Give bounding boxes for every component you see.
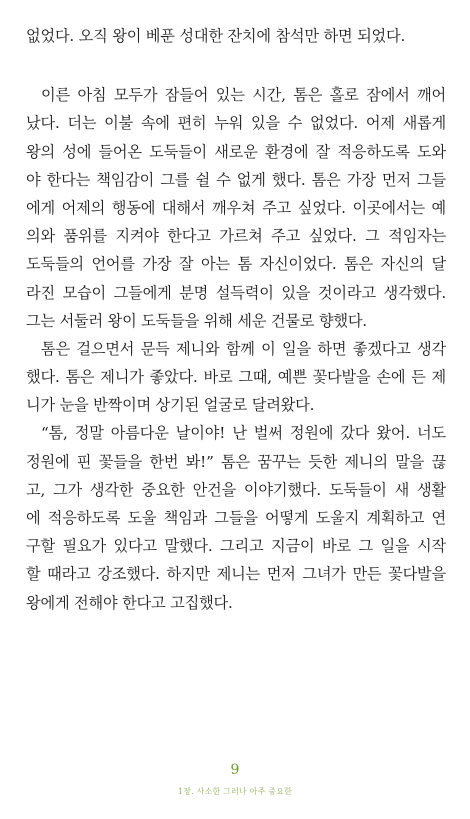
text-line: 의와 품위를 지켜야 한다고 가르쳐 주고 싶었다. 그 적임자는 <box>26 227 446 246</box>
text-line: 왕에게 전해야 한다고 고집했다. <box>26 593 233 612</box>
text-line: 이른 아침 모두가 잠들어 있는 시간, 톰은 홀로 잠에서 깨어 <box>41 86 446 105</box>
text-line: 없었다. 오직 왕이 베푼 성대한 잔치에 참석만 하면 되었다. <box>26 27 406 45</box>
text-line: 야 한다는 책임감이 그를 쉴 수 없게 했다. 톰은 가장 먼저 그들 <box>26 170 446 189</box>
text-line: 에게 어제의 행동에 대해서 깨우쳐 주고 싶었다. 이곳에서는 예 <box>26 198 446 217</box>
text-line: 그는 서둘러 왕이 도둑들을 위해 세운 건물로 향했다. <box>26 311 367 330</box>
text-line: 했다. 톰은 제니가 좋았다. 바로 그때, 예쁜 꽃다발을 손에 든 제 <box>26 368 446 387</box>
text-line: 고, 그가 생각한 중요한 안건을 이야기했다. 도둑들이 새 생활 <box>26 480 446 499</box>
text-line: 났다. 더는 이불 속에 편히 누워 있을 수 없었다. 어제 새롭게 <box>26 114 446 133</box>
text-line: 정원에 핀 꽃들을 한번 봐!” 톰은 꿈꾸는 듯한 제니의 말을 끊 <box>26 452 446 471</box>
text-line: 톰은 걸으면서 문득 제니와 함께 이 일을 하면 좋겠다고 생각 <box>41 339 446 358</box>
text-line: 도둑들의 언어를 가장 잘 아는 톰 자신이었다. 톰은 자신의 달 <box>26 255 446 274</box>
chapter-footer: 1장. 사소한 그러나 아주 중요한 <box>177 787 293 796</box>
text-line: 에 적응하도록 도울 책임과 그들을 어떻게 도울지 계획하고 연 <box>26 509 446 527</box>
paragraph-gap <box>26 50 446 81</box>
text-line: “톰, 정말 아름다운 날이야! 난 벌써 정원에 갔다 왔어. 너도 <box>41 424 446 443</box>
text-line: 니가 눈을 반짝이며 상기된 얼굴로 달려왔다. <box>26 396 315 415</box>
text-line: 구할 필요가 있다고 말했다. 그리고 지금이 바로 그 일을 시작 <box>26 537 446 556</box>
body-text <box>26 22 446 617</box>
page-number: 9 <box>230 762 240 778</box>
text-line: 왕의 성에 들어온 도둑들이 새로운 환경에 잘 적응하도록 도와 <box>26 142 446 161</box>
text-line: 할 때라고 강조했다. 하지만 제니는 먼저 그녀가 만든 꽃다발을 <box>26 565 446 584</box>
text-line: 라진 모습이 그들에게 분명 설득력이 있을 것이라고 생각했다. <box>26 283 446 302</box>
